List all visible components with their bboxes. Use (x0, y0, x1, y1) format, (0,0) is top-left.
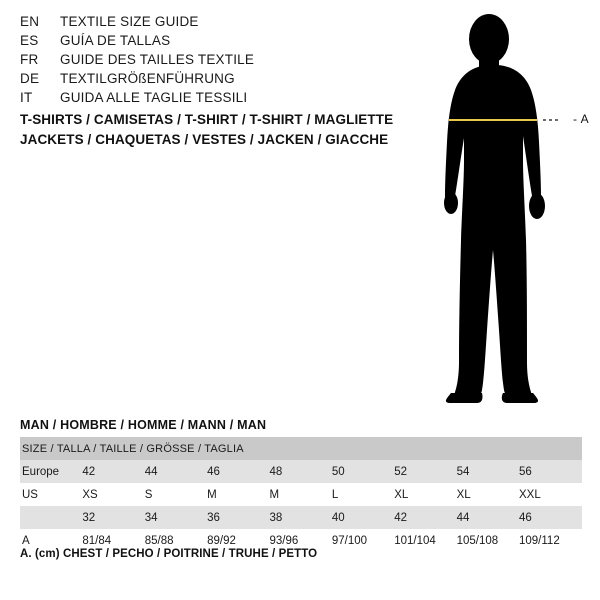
table-cell: 42 (82, 460, 144, 483)
category-jackets: JACKETS / CHAQUETAS / VESTES / JACKEN / GIACCHE (20, 132, 389, 147)
table-header-label: SIZE / TALLA / TAILLE / GRÖSSE / TAGLIA (20, 437, 582, 460)
table-cell: 34 (145, 506, 207, 529)
row-label: Europe (20, 460, 82, 483)
row-label (20, 506, 82, 529)
table-cell: 54 (457, 460, 519, 483)
silhouette-icon (405, 10, 600, 405)
table-cell: 52 (394, 460, 456, 483)
table-cell: 36 (207, 506, 269, 529)
table-cell: 48 (270, 460, 332, 483)
footnote-chest: A. (cm) CHEST / PECHO / POITRINE / TRUHE / PETTO (20, 548, 318, 560)
table-cell: 101/104 (394, 529, 456, 552)
language-text: TEXTILGRÖßENFÜHRUNG (60, 71, 235, 86)
table-cell: 50 (332, 460, 394, 483)
table-cell: 32 (82, 506, 144, 529)
table-cell: 46 (207, 460, 269, 483)
category-list (20, 110, 440, 150)
table-cell: XS (82, 483, 144, 506)
table-cell: 40 (332, 506, 394, 529)
language-text: GUÍA DE TALLAS (60, 33, 171, 48)
table-cell: 89/92 (207, 529, 269, 552)
language-code: EN (20, 14, 40, 29)
table-cell: 85/88 (145, 529, 207, 552)
table-cell: XL (457, 483, 519, 506)
language-row (20, 71, 420, 90)
table-cell: 81/84 (82, 529, 144, 552)
table-cell: XXL (519, 483, 582, 506)
row-label: A (20, 529, 82, 552)
table-cell: 38 (270, 506, 332, 529)
table-title: MAN / HOMBRE / HOMME / MANN / MAN (20, 418, 267, 432)
table-cell: M (207, 483, 269, 506)
table-cell: 97/100 (332, 529, 394, 552)
table-cell: 93/96 (270, 529, 332, 552)
table-cell: S (145, 483, 207, 506)
table-cell: L (332, 483, 394, 506)
table-cell: 105/108 (457, 529, 519, 552)
table-cell: 44 (457, 506, 519, 529)
language-row (20, 33, 420, 52)
table-cell: XL (394, 483, 456, 506)
table-cell: 46 (519, 506, 582, 529)
language-code: DE (20, 71, 40, 86)
language-text: GUIDA ALLE TAGLIE TESSILI (60, 90, 248, 105)
row-label: US (20, 483, 82, 506)
language-text: TEXTILE SIZE GUIDE (60, 14, 199, 29)
language-text: GUIDE DES TAILLES TEXTILE (60, 52, 255, 67)
table-cell: 109/112 (519, 529, 582, 552)
category-tshirts: T-SHIRTS / CAMISETAS / T-SHIRT / T-SHIRT / MAGLIETTE (20, 112, 394, 127)
language-row (20, 90, 420, 109)
language-row (20, 52, 420, 71)
table-cell: 42 (394, 506, 456, 529)
language-code: IT (20, 90, 33, 105)
language-code: ES (20, 33, 39, 48)
language-code: FR (20, 52, 39, 67)
table-row (20, 460, 582, 483)
table-cell: 44 (145, 460, 207, 483)
size-table-area (20, 418, 582, 552)
male-silhouette-figure (405, 10, 600, 405)
language-row (20, 14, 420, 33)
table-row (20, 483, 582, 506)
table-cell: M (270, 483, 332, 506)
table-cell: 56 (519, 460, 582, 483)
measure-label-a: - A (573, 112, 590, 126)
table-header-row (20, 437, 582, 460)
language-list (20, 14, 420, 109)
table-row (20, 506, 582, 529)
size-table (20, 437, 582, 552)
